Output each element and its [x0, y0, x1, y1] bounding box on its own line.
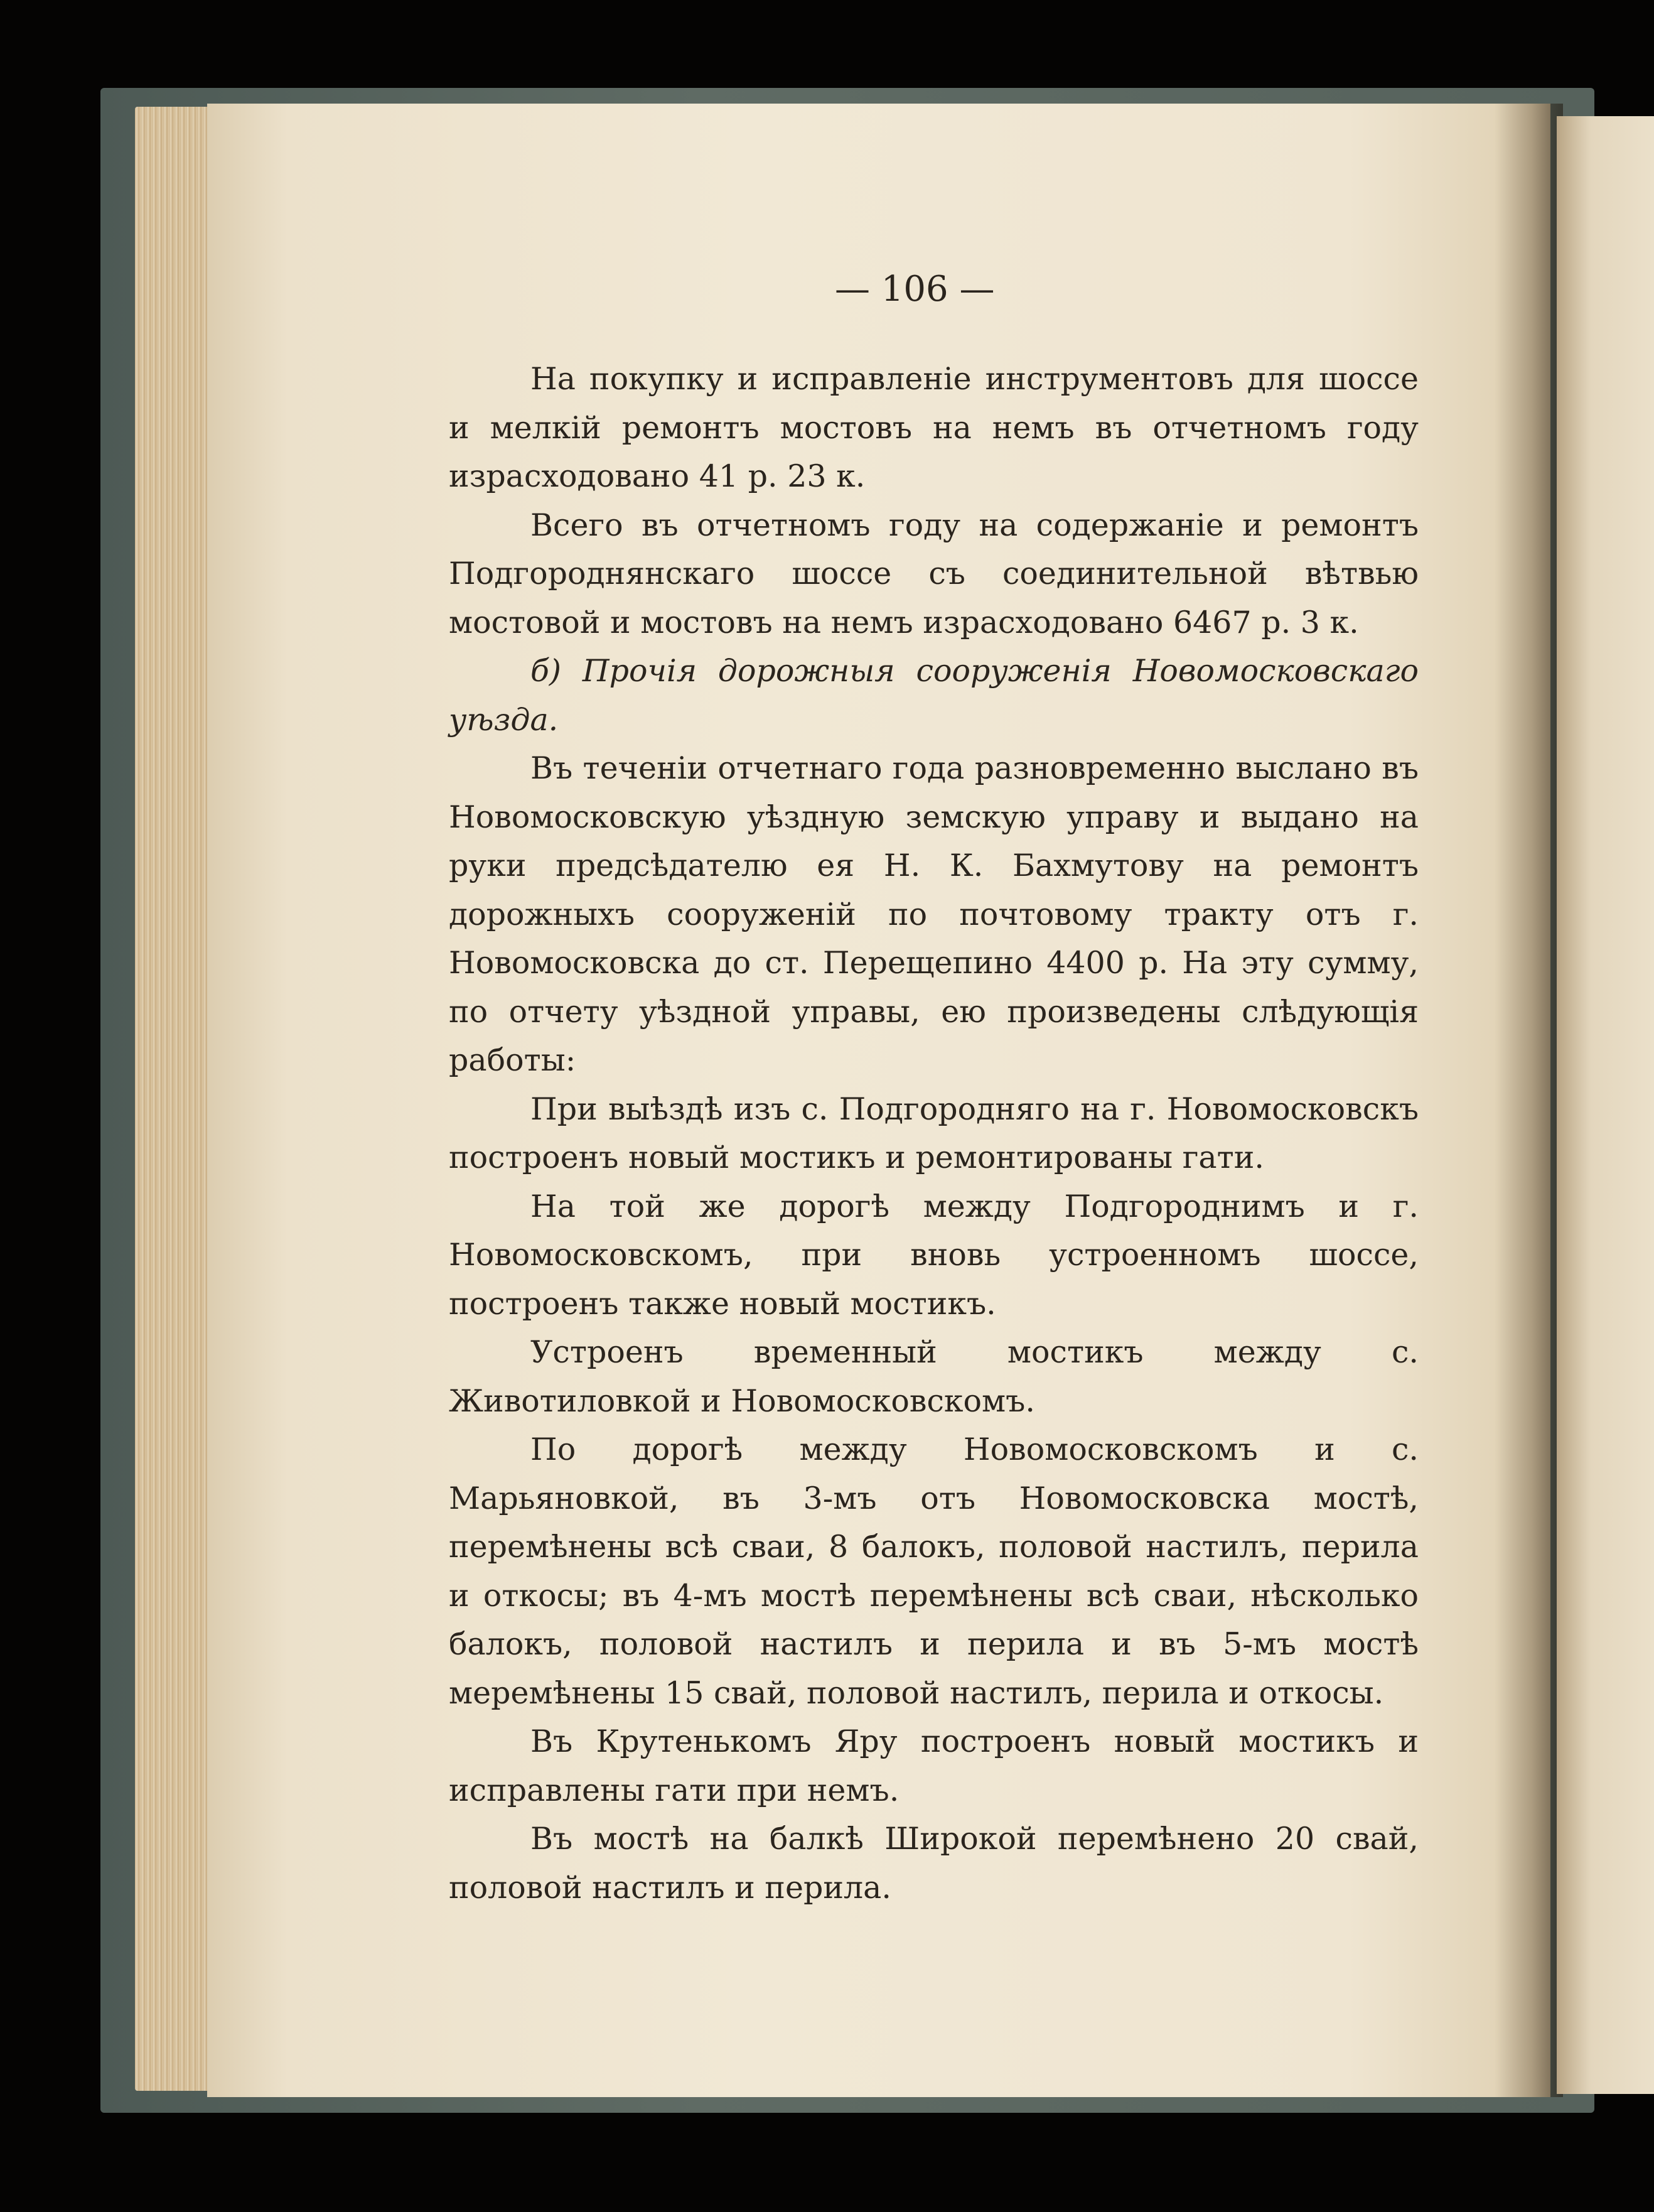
facing-page	[1557, 116, 1654, 2094]
page-edges	[135, 107, 217, 2091]
page-text	[449, 355, 1419, 1912]
paragraph: Въ мостѣ на балкѣ Широкой перемѣнено 20 свай, половой настилъ и перила.	[449, 1821, 1419, 1906]
paragraph: Устроенъ временный мостикъ между с. Животиловкой и Новомосковскомъ.	[449, 1334, 1419, 1419]
section-heading: б) Прочія дорожныя сооруженія Новомосковскаго уѣзда.	[449, 653, 1419, 738]
paragraph: При выѣздѣ изъ с. Подгородняго на г. Новомосковскъ построенъ новый мостикъ и ремонтированы гати.	[449, 1091, 1419, 1175]
paragraph: Всего въ отчетномъ году на содержаніе и ремонтъ Подгороднянскаго шоссе съ соединительной вѣтвью мостовой и мостовъ на немъ израсходовано 6467 р. 3 к.	[449, 507, 1419, 640]
paragraph: Въ теченіи отчетнаго года разновременно выслано въ Новомосковскую уѣздную земскую управу и выдано на руки предсѣдателю ея Н. К. Бахмутову на ремонтъ дорожныхъ сооруженій по почтовому тракту отъ г. Новомосковска до ст. Перещепино 4400 р. На эту сумму, по отчету уѣздной управы, ею произведены слѣдующія работы:	[449, 750, 1419, 1078]
page-gutter-shadow	[1494, 104, 1563, 2097]
paragraph: На той же дорогѣ между Подгороднимъ и г. Новомосковскомъ, при вновь устроенномъ шоссе, построенъ также новый мостикъ.	[449, 1188, 1419, 1322]
paragraph: На покупку и исправленіе инструментовъ для шоссе и мелкій ремонтъ мостовъ на немъ въ отчетномъ году израсходовано 41 р. 23 к.	[449, 361, 1419, 494]
page-number: — 106 —	[835, 269, 995, 310]
paragraph: По дорогѣ между Новомосковскомъ и с. Марьяновкой, въ 3-мъ отъ Новомосковска мостѣ, перемѣнены всѣ сваи, 8 балокъ, половой настилъ, перила и откосы; въ 4-мъ мостѣ перемѣнены всѣ сваи, нѣсколько балокъ, половой настилъ и перила и въ 5-мъ мостѣ меремѣнены 15 свай, половой настилъ, перила и откосы.	[449, 1432, 1419, 1711]
paragraph: Въ Крутенькомъ Яру построенъ новый мостикъ и исправлены гати при немъ.	[449, 1724, 1419, 1808]
